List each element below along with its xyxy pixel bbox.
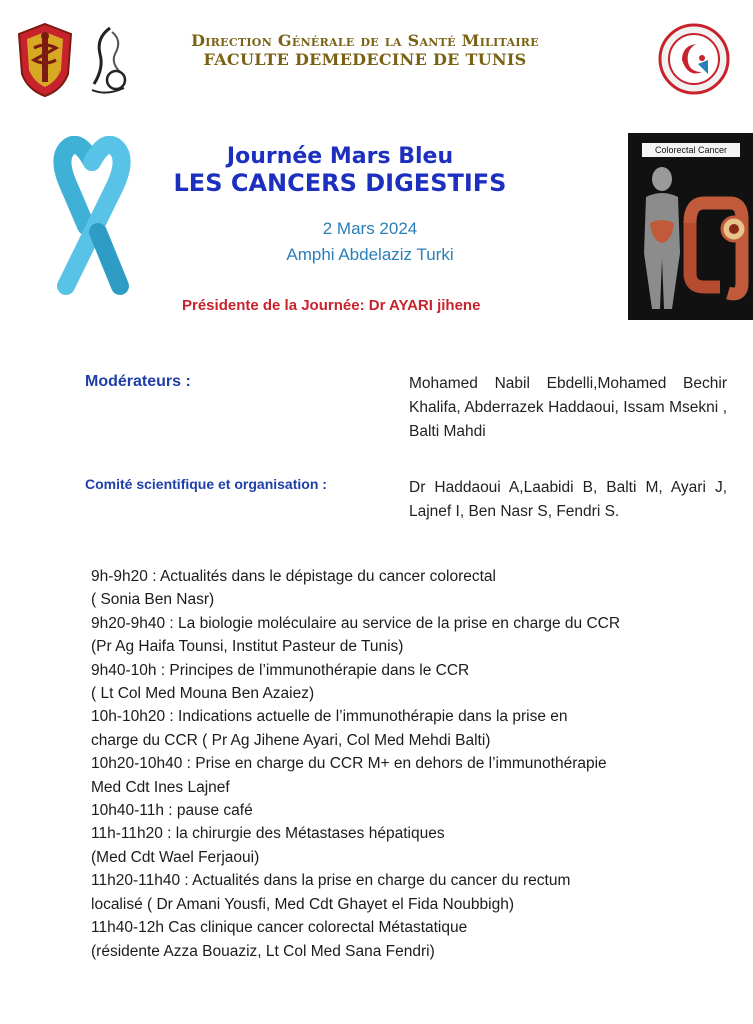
event-title-2: LES CANCERS DIGESTIFS bbox=[173, 169, 507, 197]
program-line: ( Lt Col Med Mouna Ben Azaiez) bbox=[91, 685, 315, 703]
program-line: Med Cdt Ines Lajnef bbox=[91, 778, 230, 796]
program-line: 11h-11h20 : la chirurgie des Métastases hépatiques bbox=[91, 825, 445, 843]
body-anatomy-icon bbox=[634, 163, 750, 313]
program-line: 10h20-10h40 : Prise en charge du CCR M+ en dehors de l’immunothérapie bbox=[91, 755, 607, 773]
program-line: (Pr Ag Haifa Tounsi, Institut Pasteur de Tunis) bbox=[91, 638, 404, 656]
faculty-logo bbox=[86, 24, 130, 98]
president-line: Présidente de la Journée: Dr AYARI jihene bbox=[182, 297, 481, 314]
committee-names: Dr Haddaoui A,Laabidi B, Balti M, Ayari J, Lajnef I, Ben Nasr S, Fendri S. bbox=[409, 479, 727, 520]
program-line: 11h40-12h Cas clinique cancer colorectal Métastatique bbox=[91, 919, 468, 937]
program-line: ( Sonia Ben Nasr) bbox=[91, 591, 215, 609]
moderators-label: Modérateurs : bbox=[85, 373, 191, 390]
event-title-1: Journée Mars Bleu bbox=[226, 144, 454, 169]
header-line-1: Direction Générale de la Santé Militaire bbox=[191, 31, 539, 50]
programme-vertical-label bbox=[18, 640, 68, 895]
event-date: 2 Mars 2024 bbox=[322, 219, 418, 238]
crc-illustration bbox=[628, 133, 753, 320]
program-line: 9h40-10h : Principes de l’immunothérapie dans le CCR bbox=[91, 661, 470, 679]
military-health-emblem bbox=[16, 22, 74, 98]
program-line: (résidente Azza Bouaziz, Lt Col Med Sana Fendri) bbox=[91, 942, 435, 960]
committee-label: Comité scientifique et organisation : bbox=[85, 476, 327, 492]
program-list bbox=[91, 565, 731, 963]
program-line: localisé ( Dr Amani Yousfi, Med Cdt Ghayet el Fida Noubbigh) bbox=[91, 895, 515, 913]
header-line-2: FACULTE DEMEDECINE DE TUNIS bbox=[203, 50, 527, 69]
event-venue: Amphi Abdelaziz Turki bbox=[286, 245, 454, 264]
program-line: 10h-10h20 : Indications actuelle de l’immunothérapie dans la prise en bbox=[91, 708, 568, 726]
program-line: 9h20-9h40 : La biologie moléculaire au service de la prise en charge du CCR bbox=[91, 614, 621, 632]
program-line: 10h40-11h : pause café bbox=[91, 802, 253, 820]
hospital-seal bbox=[658, 20, 730, 98]
blue-ribbon-icon bbox=[46, 136, 138, 296]
program-line: (Med Cdt Wael Ferjaoui) bbox=[91, 848, 260, 866]
moderators-names: Mohamed Nabil Ebdelli,Mohamed Bechir Khalifa, Abderrazek Haddaoui, Issam Msekni , Balti Mahdi bbox=[409, 375, 727, 440]
program-line: 9h-9h20 : Actualités dans le dépistage du cancer colorectal bbox=[91, 568, 496, 585]
program-line: 11h20-11h40 : Actualités dans la prise en charge du cancer du rectum bbox=[91, 872, 571, 890]
crc-caption: Colorectal Cancer (CRC) bbox=[642, 143, 740, 157]
program-line: charge du CCR ( Pr Ag Jihene Ayari, Col Med Mehdi Balti) bbox=[91, 731, 491, 749]
